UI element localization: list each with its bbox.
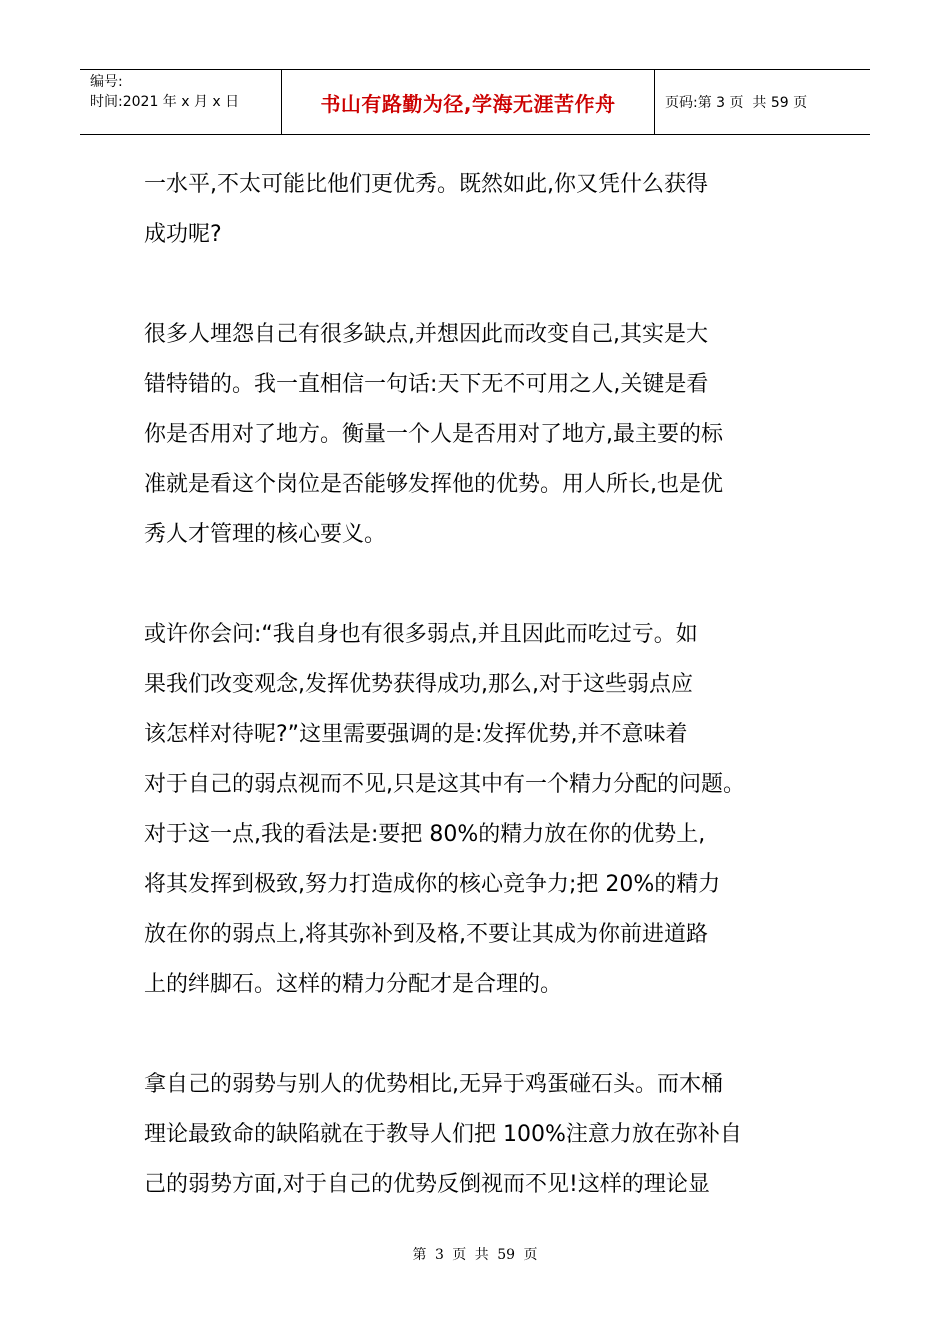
number-label: 编号: (90, 74, 123, 90)
text-line: 或许你会问:“我自身也有很多弱点,并且因此而吃过亏。如 (144, 622, 698, 647)
motto-text: 书山有路勤为径,学海无涯苦作舟 (320, 91, 616, 116)
paragraph-2 (144, 310, 824, 560)
text-line: 果我们改变观念,发挥优势获得成功,那么,对于这些弱点应 (144, 672, 693, 697)
text-line: 理论最致命的缺陷就在于教导人们把 100%注意力放在弥补自 (144, 1122, 742, 1147)
text-line: 拿自己的弱势与别人的优势相比,无异于鸡蛋碰石头。而木桶 (144, 1072, 723, 1097)
text-line: 秀人才管理的核心要义。 (144, 522, 387, 547)
text-line: 放在你的弱点上,将其弥补到及格,不要让其成为你前进道路 (144, 922, 708, 947)
page-header (80, 69, 870, 135)
footer-page-number: 第 3 页 共 59 页 (412, 1247, 538, 1263)
date-label: 时间:2021 年 x 月 x 日 (90, 94, 240, 110)
text-line: 一水平,不太可能比他们更优秀。既然如此,你又凭什么获得 (144, 172, 708, 197)
page-footer (0, 1244, 950, 1264)
text-line: 成功呢? (144, 222, 222, 247)
text-line: 己的弱势方面,对于自己的优势反倒视而不见!这样的理论显 (144, 1172, 710, 1197)
text-line: 很多人埋怨自己有很多缺点,并想因此而改变自己,其实是大 (144, 322, 708, 347)
text-line: 对于这一点,我的看法是:要把 80%的精力放在你的优势上, (144, 822, 706, 847)
text-line: 对于自己的弱点视而不见,只是这其中有一个精力分配的问题。 (144, 772, 745, 797)
paragraph-3 (144, 610, 824, 1010)
text-line: 准就是看这个岗位是否能够发挥他的优势。用人所长,也是优 (144, 472, 723, 497)
header-motto-cell (282, 70, 655, 134)
paragraph-4 (144, 1060, 824, 1210)
header-page-cell (655, 70, 870, 134)
text-line: 你是否用对了地方。衡量一个人是否用对了地方,最主要的标 (144, 422, 723, 447)
text-line: 将其发挥到极致,努力打造成你的核心竞争力;把 20%的精力 (144, 872, 721, 897)
document-body (144, 160, 824, 1260)
text-line: 错特错的。我一直相信一句话:天下无不可用之人,关键是看 (144, 372, 709, 397)
text-line: 上的绊脚石。这样的精力分配才是合理的。 (144, 972, 563, 997)
header-meta-cell (80, 70, 282, 134)
paragraph-1 (144, 160, 824, 260)
page-info: 页码:第 3 页 共 59 页 (665, 95, 808, 111)
text-line: 该怎样对待呢?”这里需要强调的是:发挥优势,并不意味着 (144, 722, 688, 747)
